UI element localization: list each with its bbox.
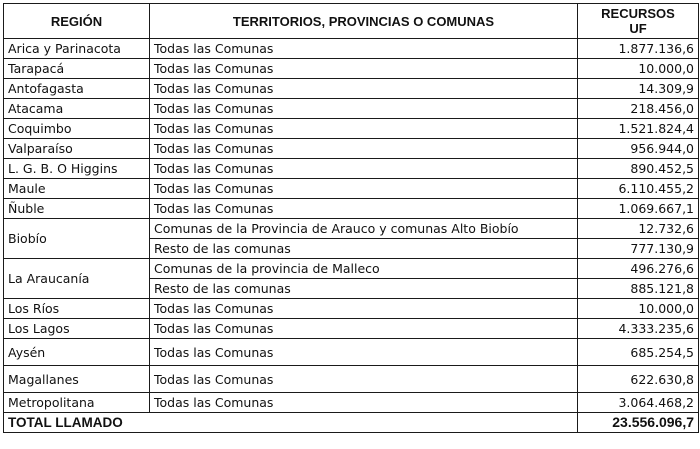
amount-cell: 218.456,0 [578,99,699,119]
table-row [4,79,699,99]
table-row [4,339,699,366]
table-row [4,179,699,199]
region-cell: Atacama [4,99,150,119]
header-row [4,4,699,39]
region-cell: Valparaíso [4,139,150,159]
header-resources-line2: UF [629,21,647,36]
region-cell: L. G. B. O Higgins [4,159,150,179]
territory-cell: Todas las Comunas [150,393,578,413]
region-cell: Maule [4,179,150,199]
amount-cell: 12.732,6 [578,219,699,239]
amount-cell: 1.877.136,6 [578,39,699,59]
amount-cell: 6.110.455,2 [578,179,699,199]
table-row [4,259,699,279]
total-label: TOTAL LLAMADO [4,413,578,433]
territory-cell: Todas las Comunas [150,79,578,99]
amount-cell: 10.000,0 [578,299,699,319]
territory-cell: Todas las Comunas [150,139,578,159]
table-row [4,139,699,159]
territory-cell: Todas las Comunas [150,159,578,179]
territory-cell: Todas las Comunas [150,179,578,199]
amount-cell: 4.333.235,6 [578,319,699,339]
table-row [4,199,699,219]
region-cell: Metropolitana [4,393,150,413]
table-row [4,159,699,179]
region-cell: Ñuble [4,199,150,219]
region-cell: Los Lagos [4,319,150,339]
table-row [4,99,699,119]
amount-cell: 3.064.468,2 [578,393,699,413]
table-row [4,119,699,139]
amount-cell: 777.130,9 [578,239,699,259]
header-resources [578,4,699,39]
table-row [4,59,699,79]
territory-cell: Todas las Comunas [150,366,578,393]
amount-cell: 622.630,8 [578,366,699,393]
total-row [4,413,699,433]
table-row [4,319,699,339]
total-amount: 23.556.096,7 [578,413,699,433]
amount-cell: 10.000,0 [578,59,699,79]
header-region: REGIÓN [4,4,150,39]
header-territory: TERRITORIOS, PROVINCIAS O COMUNAS [150,4,578,39]
table-row [4,366,699,393]
region-cell: Magallanes [4,366,150,393]
amount-cell: 1.069.667,1 [578,199,699,219]
territory-cell: Todas las Comunas [150,59,578,79]
territory-cell: Todas las Comunas [150,199,578,219]
amount-cell: 885.121,8 [578,279,699,299]
table-row [4,393,699,413]
amount-cell: 14.309,9 [578,79,699,99]
territory-cell: Todas las Comunas [150,339,578,366]
territory-cell: Todas las Comunas [150,39,578,59]
region-cell: Biobío [4,219,150,259]
region-cell: Antofagasta [4,79,150,99]
table-row [4,39,699,59]
territory-cell: Comunas de la provincia de Malleco [150,259,578,279]
amount-cell: 1.521.824,4 [578,119,699,139]
territory-cell: Resto de las comunas [150,239,578,259]
amount-cell: 956.944,0 [578,139,699,159]
table-row [4,299,699,319]
region-cell: Tarapacá [4,59,150,79]
region-cell: Aysén [4,339,150,366]
header-resources-line1: RECURSOS [601,6,675,21]
territory-cell: Todas las Comunas [150,319,578,339]
territory-cell: Todas las Comunas [150,299,578,319]
table-row [4,219,699,239]
territory-cell: Todas las Comunas [150,119,578,139]
region-cell: Coquimbo [4,119,150,139]
region-cell: Los Ríos [4,299,150,319]
amount-cell: 890.452,5 [578,159,699,179]
region-cell: La Araucanía [4,259,150,299]
amount-cell: 496.276,6 [578,259,699,279]
territory-cell: Todas las Comunas [150,99,578,119]
territory-cell: Comunas de la Provincia de Arauco y comunas Alto Biobío [150,219,578,239]
region-cell: Arica y Parinacota [4,39,150,59]
amount-cell: 685.254,5 [578,339,699,366]
territory-cell: Resto de las comunas [150,279,578,299]
resources-table [3,3,699,433]
